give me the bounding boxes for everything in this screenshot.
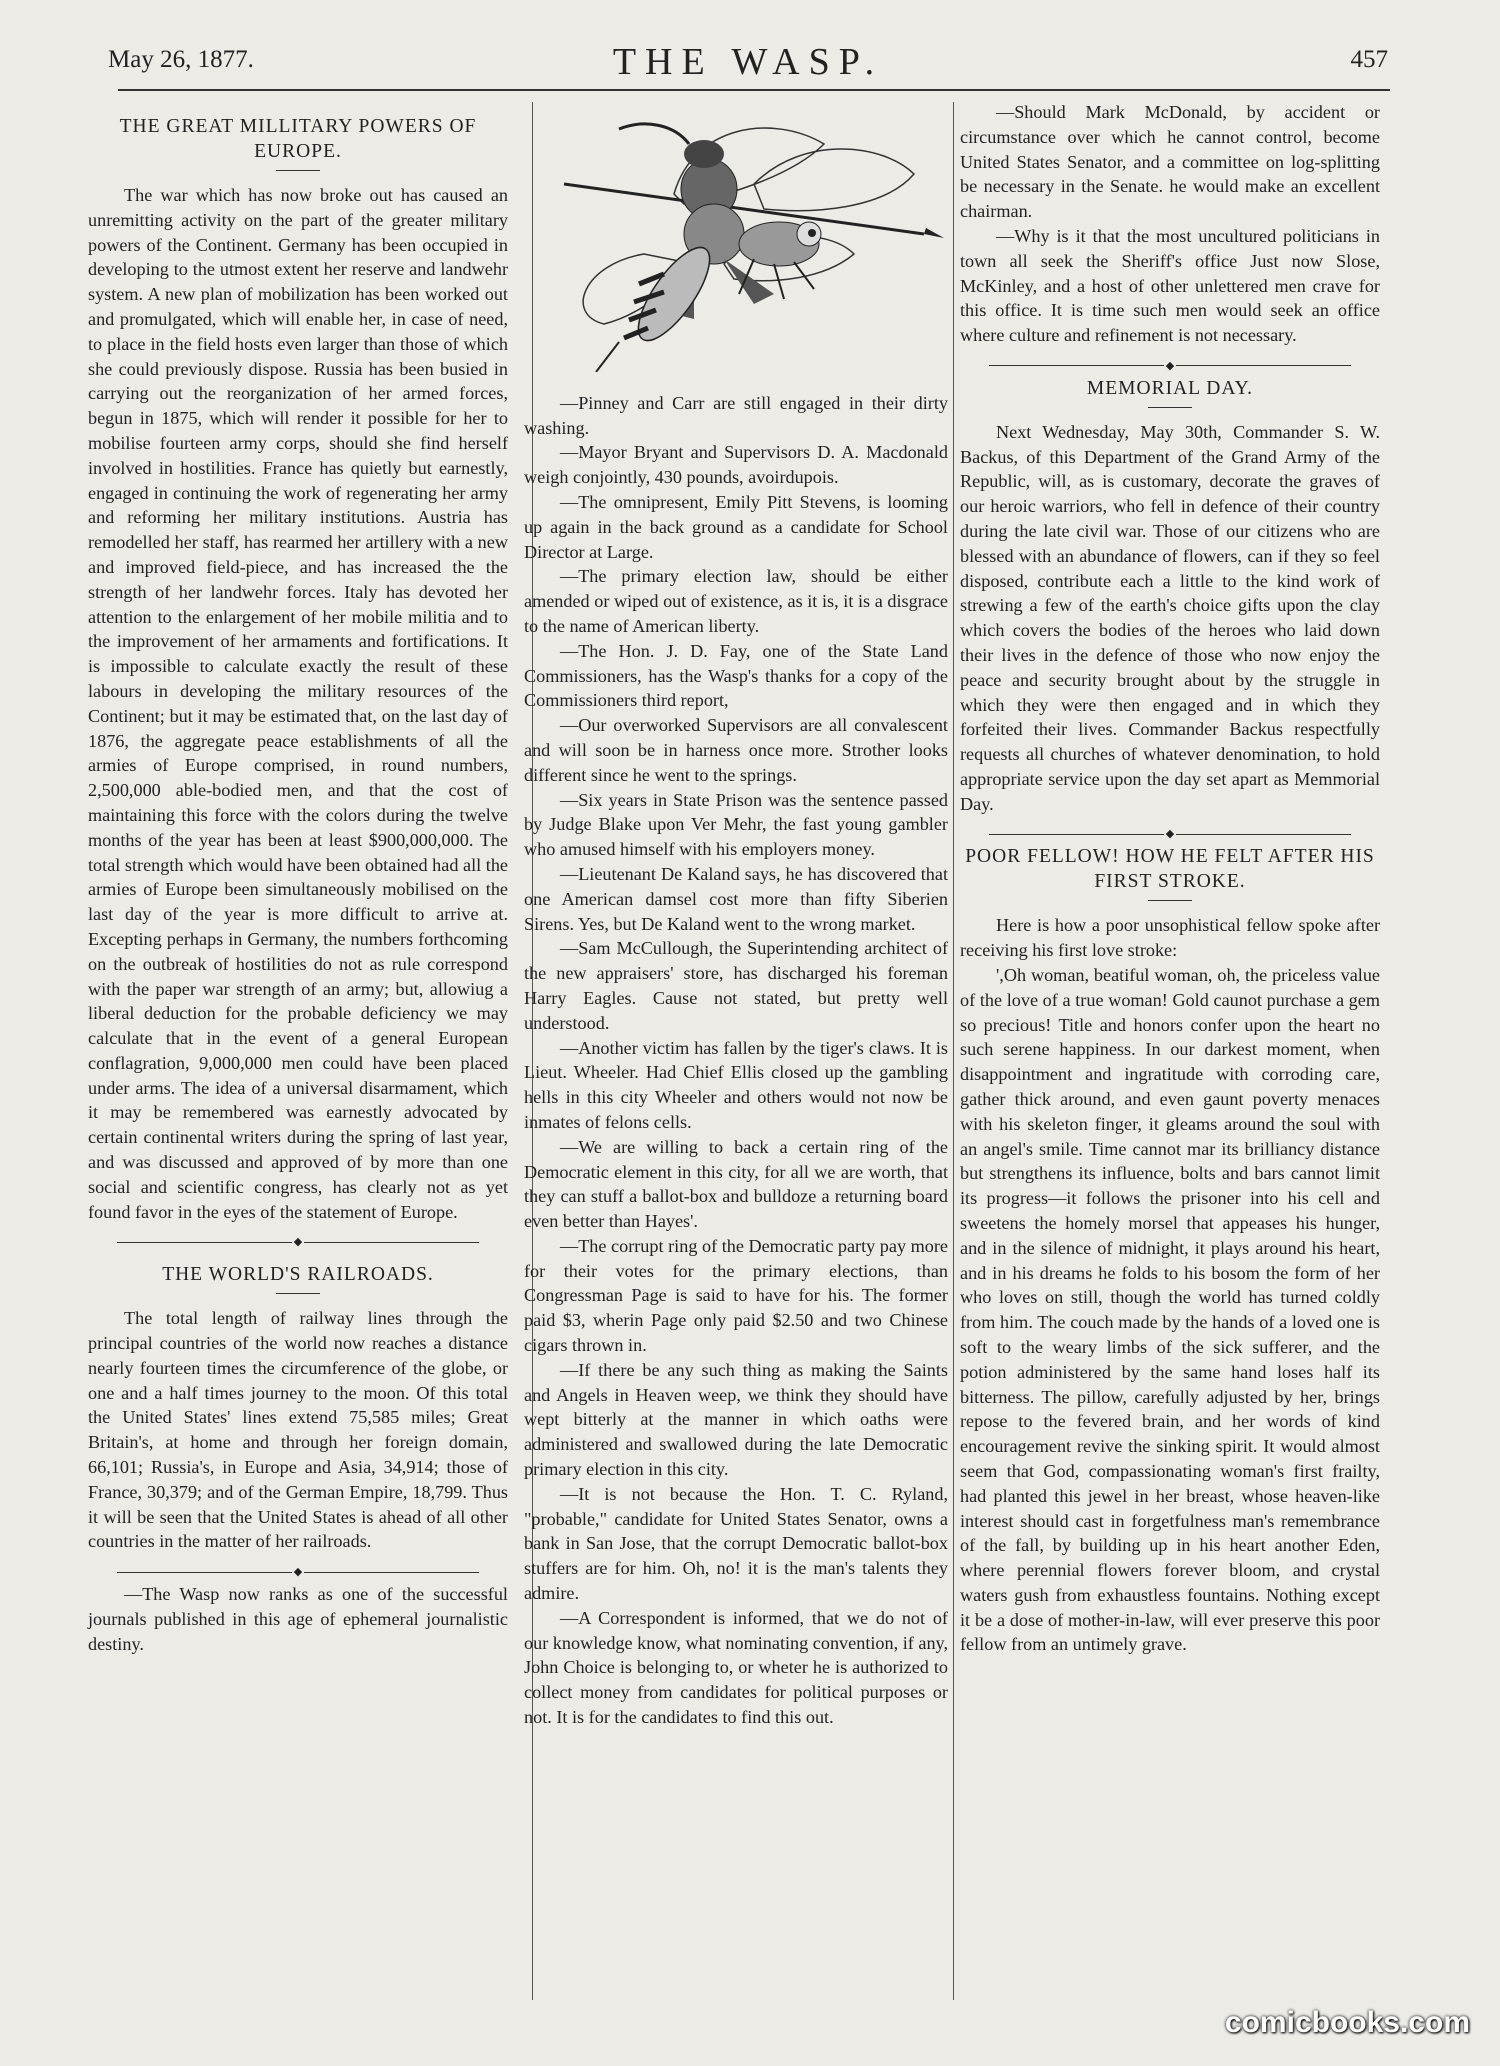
news-items-list bbox=[524, 391, 948, 1730]
news-item: —Six years in State Prison was the sentence passed by Judge Blake upon Ver Mehr, the fast young gambler who amused himself with his employers money. bbox=[524, 789, 948, 860]
column-3 bbox=[960, 100, 1380, 1657]
article-body: ',Oh woman, beatiful woman, oh, the priceless value of the love of a true woman! Gold caunot purchase a gem so precious! Title and honors confer upon the heart no such serene happiness. In our darkest moment, when disappointment and ingratitude with corroding care, gather thick around, and even gaunt poverty menaces with his skeleton finger, it gleams around the soul with an angel's smile. Time cannot mar its brilliancy distance but strengthens its influence, bolts and bars cannot limit its progress—it follows the prisoner into his cell and sweetens the homely morsel that appeases his hunger, and in the silence of midnight, it plays around his heart, and in his dreams he folds to his bosom the form of her who loves on still, though the world has turned coldly from him. The couch made by the hands of a loved one is soft to the weary limbs of the sick sufferer, and the potion administered by the same hand loses half its bitterness. The pillow, carefully adjusted by her, brings repose to the fevered brain, and her words of kind encouragement revive the sinking spirit. It would almost seem that God, compassionating woman's first frailty, had planted this jewel in her breast, whose heaven-like interest should cast in forgetfulness man's remembrance of the fall, by building up in his heart another Eden, where perennial flowers forever bloom, and crystal waters gush from exhaustless fountains. Nothing except it be a dose of mother-in-law, will ever preserve this poor fellow from an untimely grave. bbox=[960, 964, 1380, 1655]
news-item: —The primary election law, should be either amended or wiped out of existence, as it is, it is a disgrace to the name of American liberty. bbox=[524, 566, 948, 636]
article-body: The war which has now broke out has caused an unremitting activity on the part of the greater military powers of the Continent. Germany has been occupied in developing to the utmost extent her reserve and landwehr system. A new plan of mobilization has been worked out and promulgated, which will enable her, in case of need, to place in the field hosts even larger than those of which she could previously dispose. Russia has been busied in carrying out the reorganization of her armed forces, begun in 1875, which will render it possible for her to mobilise fourteen army corps, should she find herself involved in hostilities. France has quietly but earnestly, engaged in continuing the work of regenerating her army and reforming her military institutions. Austria has remodelled her staff, has rearmed her artillery with a new and improved field-piece, and has increased the the strength of her landwehr forces. Italy has devoted her attention to the enlargement of her mobile militia and to the improvement of her armaments and fortifications. It is impossible to calculate exactly the result of these labours in developing the military resources of the Continent; but it may be estimated that, on the last day of 1876, the aggregate peace establishments of all the armies of Europe comprised, in round numbers, 2,500,000 able-bodied men, and that the cost of maintaining this force with the colors during the twelve months of the year has been at least $900,000,000. The total strength which would have been obtained had all the armies of Europe been simultaneously mobilised on the last day of the year is more difficult to arrive at. Excepting perhaps in Germany, the numbers forthcoming on the outbreak of hostilities do not as rule correspond with the paper war strength of an army; but, allowiug a liberal deduction for the probable deficiency we may calculate that in the event of a general European conflagration, 9,000,000 men could have been placed under arms. The idea of a universal disarmament, which it may be remembered was earnestly advocated by certain continental writers during the spring of last year, and was discussed and approved of by more than one social and scientific congress, has clearly not as yet found favor in the eyes of the statement of Europe. bbox=[88, 185, 508, 1222]
news-item: —It is not because the Hon. T. C. Ryland, "probable," candidate for United States Senator, owns a bank in San Jose, that the corrupt Democratic ballot-box stuffers are for him. Oh, no! it is the man's talents they admire. bbox=[524, 1483, 948, 1604]
heading-rule bbox=[276, 1293, 320, 1294]
article-body: Next Wednesday, May 30th, Commander S. W. Backus, of this Department of the Grand Army of the Republic, will, as is customary, decorate the graves of our heroic warriors, who fell in defence of their country during the late civil war. Those of our citizens who are blessed with an abundance of flowers, can if they so feel disposed, contribute each a little to the kind work of strewing a few of the earth's choice gifts upon the clay which covers the bodies of the heroes who laid down their lives in the defence of those who now enjoy the peace and security brought about by the struggle in which they were then engaged and in which they forfeited their lives. Commander Backus respectfully requests all churches of whatever denomination, to hold appropriate service upon the day set apart as Memmorial Day. bbox=[960, 421, 1380, 814]
news-item: —The corrupt ring of the Democratic party pay more for their votes for the primary elections, than Congressman Page is said to have for his. The former paid $3, wherin Page only paid $2.50 and two Chinese cigars thrown in. bbox=[524, 1235, 948, 1356]
news-item: —Our overworked Supervisors are all convalescent and will soon be in harness once more. Strother looks different since he went to the springs. bbox=[524, 715, 948, 785]
article-heading: POOR FELLOW! HOW HE FELT AFTER HIS FIRST STROKE. bbox=[965, 846, 1375, 893]
news-item: —Why is it that the most uncultured politicians in town all seek the Sheriff's office Just now Slose, McKinley, and a host of other unlettered men crave for this office. It is time such men would seek an office where culture and refinement is not necessary. bbox=[960, 225, 1380, 346]
article-heading: THE WORLD'S RAILROADS. bbox=[162, 1264, 434, 1286]
column-1 bbox=[88, 100, 508, 1656]
news-item: —A Correspondent is informed, that we do not of our knowledge know, what nominating convention, if any, John Choice is belonging to, or wheter he is authorized to collect money from candidates for political purposes or not. It is for the candidates to find this out. bbox=[524, 1607, 948, 1728]
wasp-rider-illustration bbox=[524, 114, 944, 372]
section-separator: ◆ bbox=[960, 827, 1380, 841]
page-header bbox=[108, 40, 1388, 84]
article-body: The total length of railway lines through the principal countries of the world now reaches a distance nearly fourteen times the circumference of the globe, or one and a half times journey to the moon. Of this total the United States' lines extend 75,585 miles; Great Britain's, at home and through her foreign domain, 66,101; Russia's, in Europe and Asia, 34,914; those of France, 30,379; and of the German Empire, 18,799. Thus it will be seen that the United States is ahead of all other countries in the matter of her railroads. bbox=[88, 1308, 508, 1552]
news-item: —The Wasp now ranks as one of the successful journals published in this age of ephemeral journalistic destiny. bbox=[88, 1584, 508, 1654]
article-heading: THE GREAT MILLITARY POWERS OF EUROPE. bbox=[119, 116, 477, 162]
heading-rule bbox=[276, 170, 320, 171]
article-intro: Here is how a poor unsophistical fellow spoke after receiving his first love stroke: bbox=[960, 915, 1380, 961]
news-item: —Another victim has fallen by the tiger's claws. It is Lieut. Wheeler. Had Chief Ellis closed up the gambling hells in this city Wheeler and others would not now be inmates of felons cells. bbox=[524, 1037, 948, 1132]
section-separator: ◆ bbox=[88, 1234, 508, 1248]
news-item: —Pinney and Carr are still engaged in their dirty washing. bbox=[524, 392, 948, 438]
news-item: —Sam McCullough, the Superintending architect of the new appraisers' store, has discharged his foreman Harry Eagles. Cause not stated, but pretty well understood. bbox=[524, 938, 948, 1033]
masthead: THE WASP. bbox=[612, 41, 884, 83]
watermark: comicbooks.com bbox=[1224, 2006, 1470, 2039]
column-2 bbox=[524, 100, 948, 1730]
article-heading: MEMORIAL DAY. bbox=[1086, 377, 1254, 399]
news-item: —The Hon. J. D. Fay, one of the State Land Commissioners, has the Wasp's thanks for a copy of the Commissioners third report, bbox=[524, 640, 948, 711]
header-rule bbox=[118, 89, 1390, 91]
news-item: —If there be any such thing as making the Saints and Angels in Heaven weep, we think they should have wept bitterly at the manner in which oaths were administered and swallowed during the late Democratic primary election in this city. bbox=[524, 1359, 948, 1480]
column-divider bbox=[953, 102, 954, 2000]
news-item: —We are willing to back a certain ring of the Democratic element in this city, for all we are worth, that they can stuff a ballot-box and bulldoze a returning board even better than Hayes'. bbox=[524, 1136, 948, 1232]
section-separator: ◆ bbox=[960, 358, 1380, 372]
issue-date: May 26, 1877. bbox=[108, 46, 254, 73]
news-item: —Should Mark McDonald, by accident or circumstance over which he cannot control, become United States Senator, and a committee on log-splitting be necessary in the Senate. he would make an excellent chairman. bbox=[960, 102, 1380, 222]
heading-rule bbox=[1148, 407, 1192, 408]
heading-rule bbox=[1148, 900, 1192, 901]
news-item: —Lieutenant De Kaland says, he has discovered that one American damsel cost more than fifty Siberien Sirens. Yes, but De Kaland went to the wrong market. bbox=[524, 863, 948, 934]
section-separator: ◆ bbox=[88, 1564, 508, 1578]
news-item: —The omnipresent, Emily Pitt Stevens, is looming up again in the back ground as a candidate for School Director at Large. bbox=[524, 491, 948, 562]
news-item: —Mayor Bryant and Supervisors D. A. Macdonald weigh conjointly, 430 pounds, avoirdupois. bbox=[524, 442, 948, 488]
page-number: 457 bbox=[1350, 46, 1388, 73]
